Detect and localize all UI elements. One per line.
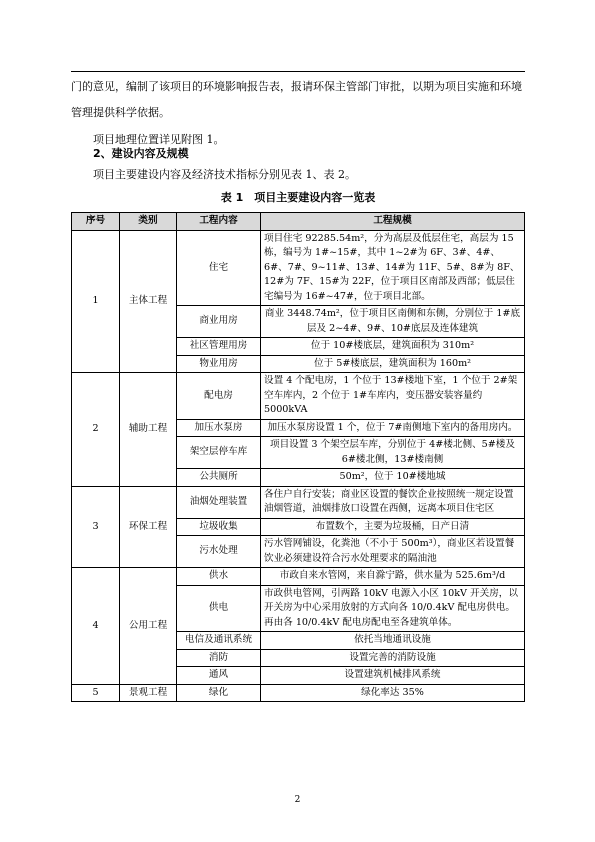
intro-paragraph-1: 门的意见，编制了该项目的环境影响报告表，报请环保主管部门审批，以期为项目实施和环境管理提供科学依据。 xyxy=(71,80,522,119)
scale-cell: 布置数个，主要为垃圾桶，日产日清 xyxy=(261,518,525,536)
section-heading: 2、建设内容及规模 xyxy=(93,147,189,160)
scale-cell: 污水管网铺设，化粪池（不小于 500m³），商业区若设置餐饮业必须建设符合污水处理要求的隔油池 xyxy=(261,536,525,568)
table-row xyxy=(72,373,525,420)
group-category: 主体工程 xyxy=(120,230,177,373)
table-row xyxy=(72,230,525,306)
group-no: 2 xyxy=(72,373,120,487)
scale-cell: 加压水泵房设置 1 个，位于 7#南侧地下室内的备用房内。 xyxy=(261,419,525,437)
item-cell: 消防 xyxy=(177,649,261,667)
group-no: 1 xyxy=(72,230,120,373)
group-no: 5 xyxy=(72,684,120,702)
scale-cell: 设置 4 个配电房，1 个位于 13#楼地下室，1 个位于 2#架空车库内，2 个位于 1#车库内，变压器安装容量约 5000kVA xyxy=(261,373,525,420)
group-category: 公用工程 xyxy=(120,568,177,685)
header-scale: 工程规模 xyxy=(261,213,525,231)
item-cell: 绿化 xyxy=(177,684,261,702)
scale-cell: 位于 10#楼底层，建筑面积为 310m² xyxy=(261,338,525,356)
header-category: 类别 xyxy=(120,213,177,231)
item-cell: 社区管理用房 xyxy=(177,338,261,356)
item-cell: 供电 xyxy=(177,585,261,632)
item-cell: 配电房 xyxy=(177,373,261,420)
item-cell: 油烟处理装置 xyxy=(177,486,261,518)
table-row xyxy=(72,486,525,518)
item-cell: 物业用房 xyxy=(177,355,261,373)
table-row xyxy=(72,684,525,702)
scale-cell: 设置完善的消防设施 xyxy=(261,649,525,667)
table-header-row xyxy=(72,213,525,231)
scale-cell: 项目设置 3 个架空层车库，分别位于 4#楼北侧、5#楼及 6#楼北侧，13#楼南侧 xyxy=(261,437,525,469)
scale-cell: 50m²，位于 10#楼地城 xyxy=(261,469,525,487)
group-category: 辅助工程 xyxy=(120,373,177,487)
group-no: 4 xyxy=(72,568,120,685)
scale-cell: 市政供电管网，引两路 10kV 电源入小区 10kV 开关房，以开关房为中心采用放射的方式向各 10/0.4kV 配电房供电。再由各 10/0.4kV 配电房配电至各建筑单体。 xyxy=(261,585,525,632)
item-cell: 污水处理 xyxy=(177,536,261,568)
scale-cell: 项目住宅 92285.54m²，分为高层及低层住宅，高层为 15 栋，编号为 1#~15#，其中 1~2#为 6F、3#、4#、6#、7#、9~11#、13#、14#为 11F、5#、8#为 8F、12#为 7F、15#为 22F，位于项目区南部及西部；低层住宅编号为 16#~47#，位于项目北部。 xyxy=(261,230,525,306)
item-cell: 公共厕所 xyxy=(177,469,261,487)
intro-paragraph-3: 项目主要建设内容及经济技术指标分别见表 1、表 2。 xyxy=(93,168,356,181)
group-no: 3 xyxy=(72,486,120,568)
page-number: 2 xyxy=(294,795,301,805)
item-cell: 供水 xyxy=(177,568,261,586)
scale-cell: 位于 5#楼底层，建筑面积为 160m² xyxy=(261,355,525,373)
item-cell: 架空层停车库 xyxy=(177,437,261,469)
construction-content-table xyxy=(71,212,525,702)
scale-cell: 设置建筑机械排风系统 xyxy=(261,667,525,685)
scale-cell: 绿化率达 35% xyxy=(261,684,525,702)
table-caption: 表 1 项目主要建设内容一览表 xyxy=(220,191,376,204)
group-category: 景观工程 xyxy=(120,684,177,702)
group-category: 环保工程 xyxy=(120,486,177,568)
header-item: 工程内容 xyxy=(177,213,261,231)
scale-cell: 市政自来水管网，来自滁宁路，供水量为 525.6m³/d xyxy=(261,568,525,586)
scale-cell: 商业 3448.74m²，位于项目区南侧和东侧，分别位于 1#底层及 2~4#、9#、10#底层及连体建筑 xyxy=(261,306,525,338)
scale-cell: 依托当地通讯设施 xyxy=(261,632,525,650)
item-cell: 加压水泵房 xyxy=(177,419,261,437)
intro-paragraph-2: 项目地理位置详见附图 1。 xyxy=(93,133,225,146)
item-cell: 垃圾收集 xyxy=(177,518,261,536)
header-rule xyxy=(71,71,525,72)
item-cell: 商业用房 xyxy=(177,306,261,338)
item-cell: 电信及通讯系统 xyxy=(177,632,261,650)
table-row xyxy=(72,568,525,586)
item-cell: 住宅 xyxy=(177,230,261,306)
item-cell: 通风 xyxy=(177,667,261,685)
scale-cell: 各住户自行安装；商业区设置的餐饮企业按照统一规定设置油烟管道，油烟排放口设置在西侧，远离本项目住宅区 xyxy=(261,486,525,518)
header-no: 序号 xyxy=(72,213,120,231)
